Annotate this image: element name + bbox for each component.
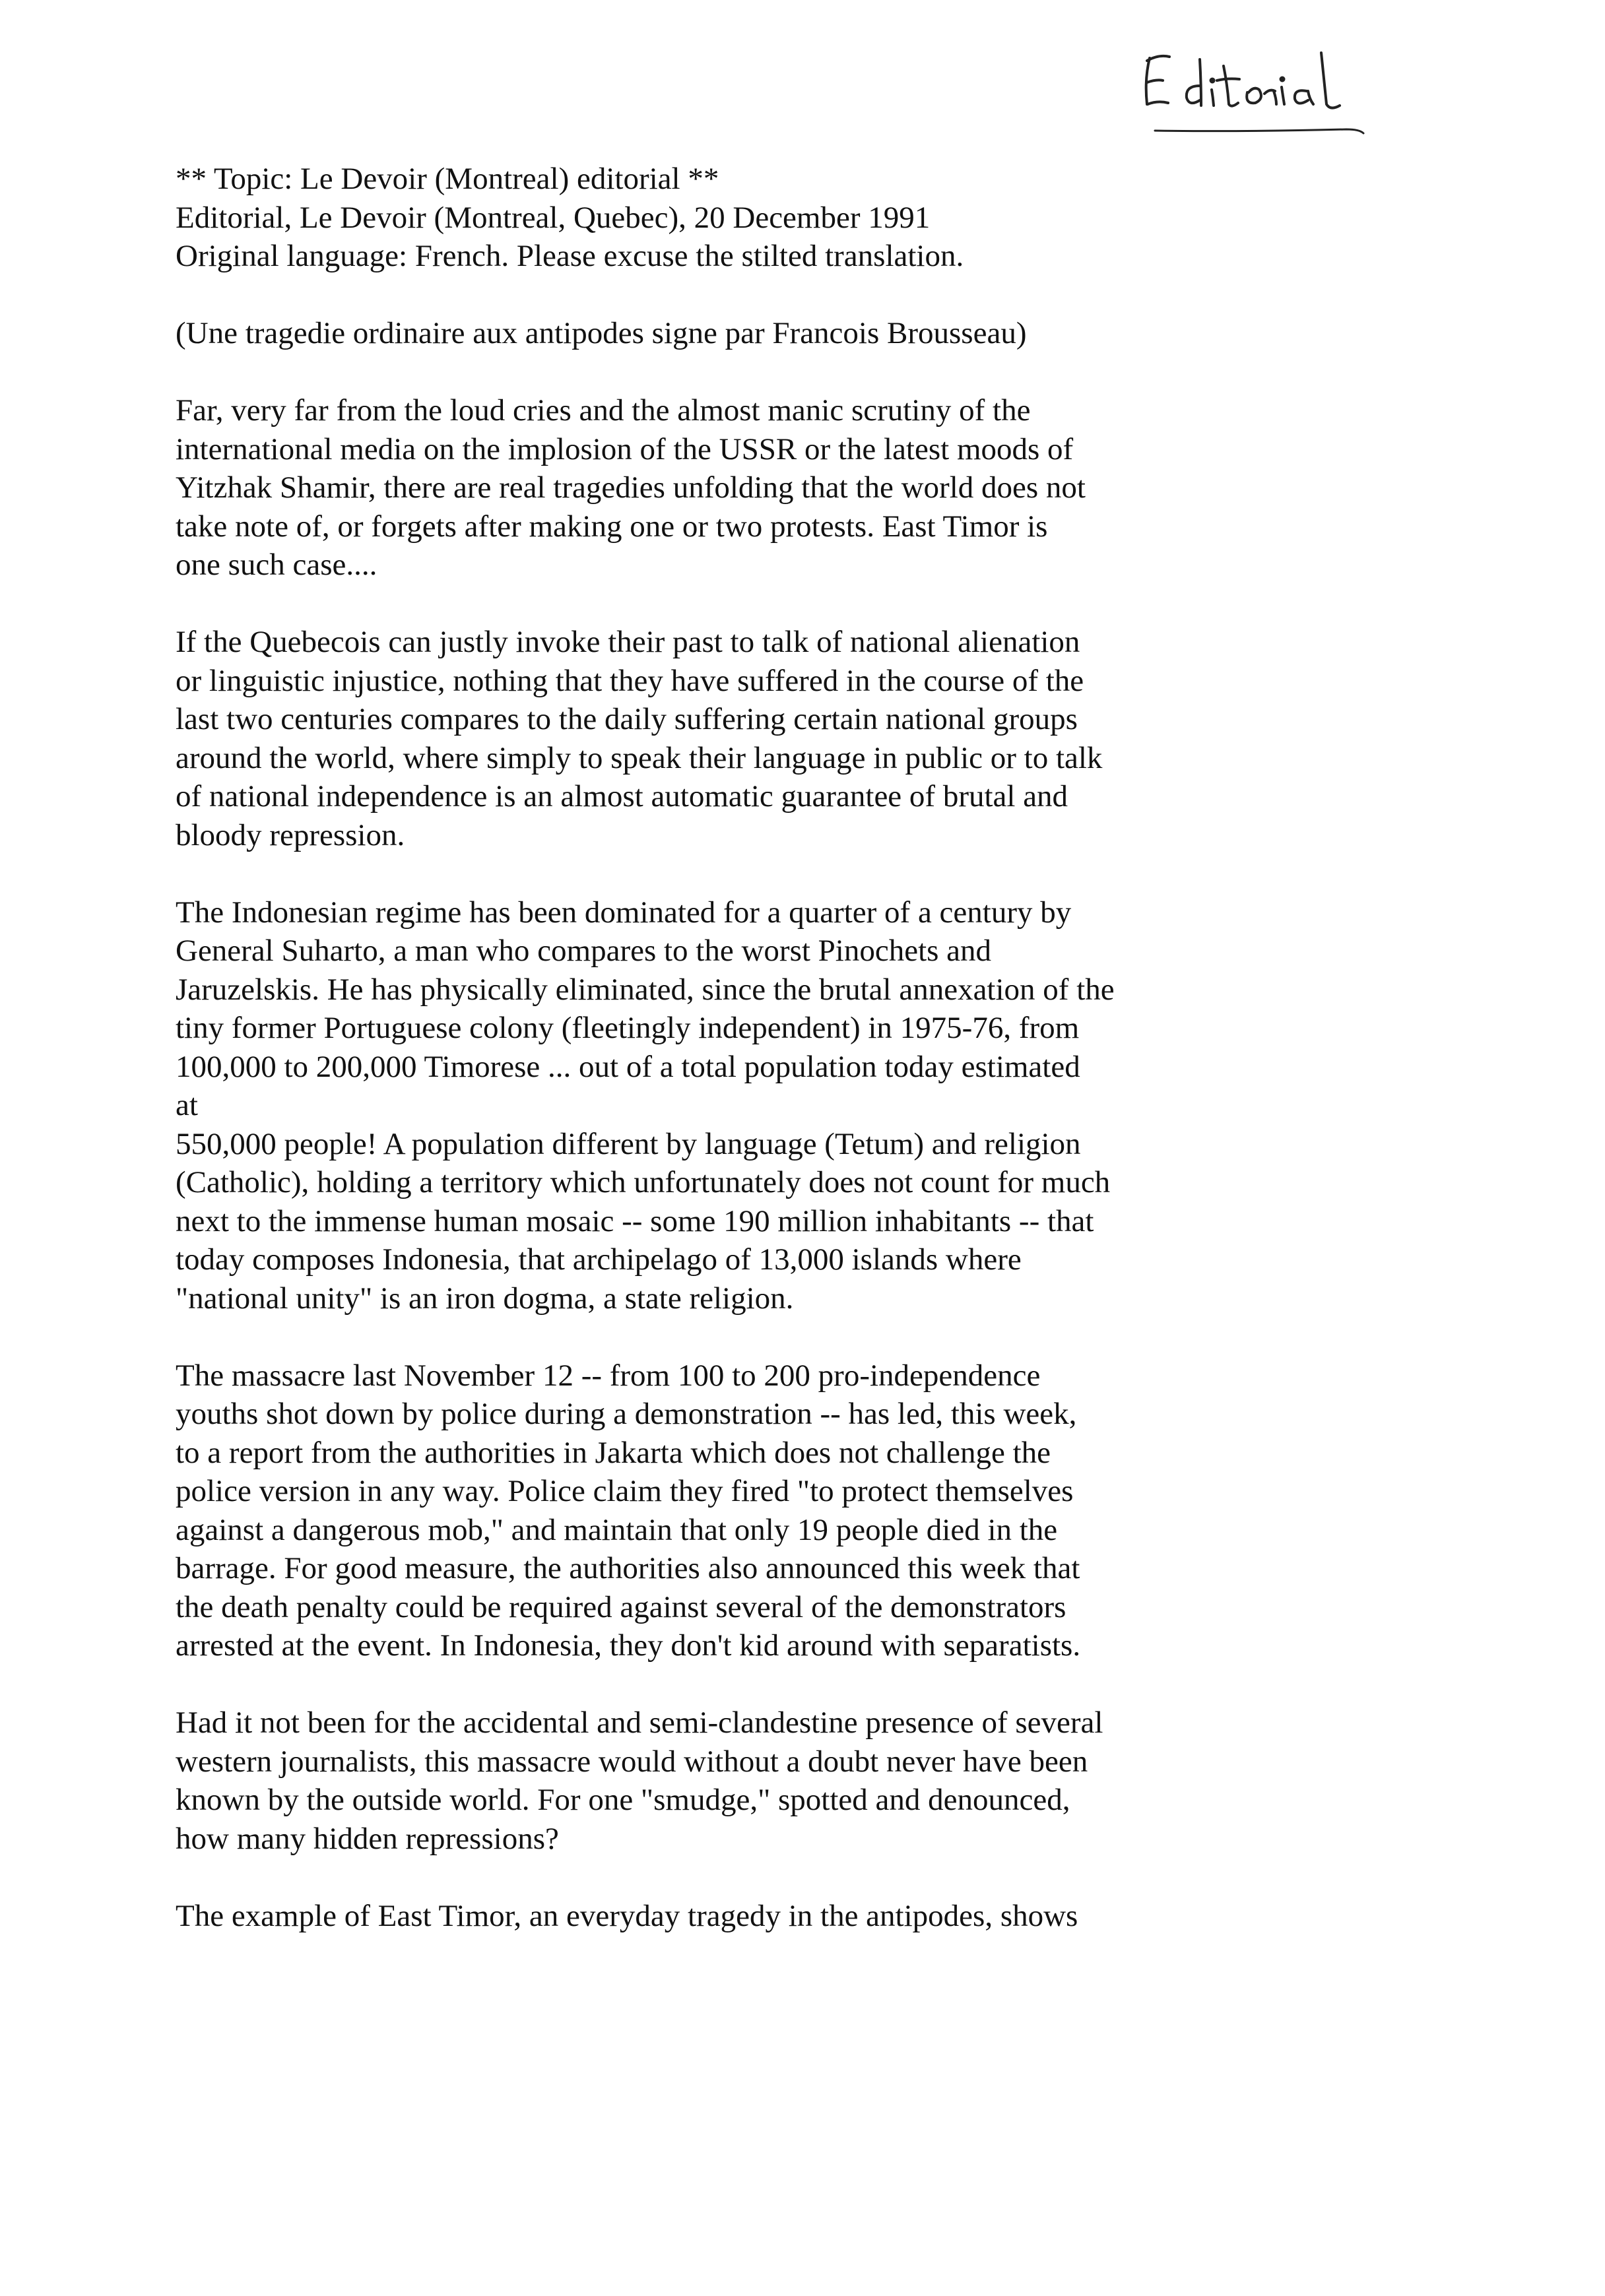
paragraph-line: bloody repression. bbox=[176, 817, 405, 852]
paragraph-line: Yitzhak Shamir, there are real tragedies unfolding that the world does not bbox=[176, 470, 1086, 505]
paragraph-5 bbox=[176, 1704, 1429, 1858]
paragraph-line: international media on the implosion of the USSR or the latest moods of bbox=[176, 431, 1074, 466]
paragraph-line: The massacre last November 12 -- from 100 to 200 pro-independence bbox=[176, 1358, 1041, 1393]
paragraph-line: youths shot down by police during a demonstration -- has led, this week, bbox=[176, 1397, 1077, 1431]
paragraph-line: police version in any way. Police claim they fired "to protect themselves bbox=[176, 1474, 1074, 1508]
paragraph-line: Far, very far from the loud cries and the almost manic scrutiny of the bbox=[176, 393, 1031, 428]
paragraph-line: one such case.... bbox=[176, 548, 377, 582]
handwriting-icon bbox=[1135, 20, 1419, 152]
paragraph-line: next to the immense human mosaic -- some 190 million inhabitants -- that bbox=[176, 1203, 1094, 1238]
header-topic-line: ** Topic: Le Devoir (Montreal) editorial ** bbox=[176, 162, 719, 196]
paragraph-2 bbox=[176, 623, 1429, 854]
paragraph-line: General Suharto, a man who compares to the worst Pinochets and bbox=[176, 934, 992, 968]
paragraph-1 bbox=[176, 391, 1429, 585]
paragraph-line: around the world, where simply to speak their language in public or to talk bbox=[176, 740, 1103, 775]
paragraph-4 bbox=[176, 1356, 1429, 1665]
paragraph-line: western journalists, this massacre would without a doubt never have been bbox=[176, 1744, 1088, 1779]
subtitle-block bbox=[176, 314, 1429, 353]
paragraph-line: how many hidden repressions? bbox=[176, 1821, 559, 1856]
paragraph-line: 550,000 people! A population different by language (Tetum) and religion bbox=[176, 1126, 1081, 1161]
paragraph-line: of national independence is an almost automatic guarantee of brutal and bbox=[176, 779, 1068, 813]
paragraph-line: If the Quebecois can justly invoke their past to talk of national alienation bbox=[176, 625, 1080, 659]
handwritten-editorial-annotation bbox=[1135, 20, 1419, 152]
article-subtitle: (Une tragedie ordinaire aux antipodes signe par Francois Brousseau) bbox=[176, 316, 1027, 350]
header-block bbox=[176, 160, 1429, 276]
paragraph-line: take note of, or forgets after making one or two protests. East Timor is bbox=[176, 509, 1048, 544]
document-text bbox=[176, 160, 1429, 1974]
paragraph-line: against a dangerous mob," and maintain that only 19 people died in the bbox=[176, 1512, 1058, 1547]
paragraph-6 bbox=[176, 1897, 1429, 1936]
paragraph-line: to a report from the authorities in Jakarta which does not challenge the bbox=[176, 1435, 1051, 1470]
header-language-line: Original language: French. Please excuse the stilted translation. bbox=[176, 239, 964, 273]
paragraph-line: The example of East Timor, an everyday tragedy in the antipodes, shows bbox=[176, 1898, 1078, 1933]
paragraph-line: 100,000 to 200,000 Timorese ... out of a total population today estimated bbox=[176, 1049, 1080, 1084]
paragraph-3 bbox=[176, 893, 1429, 1318]
paragraph-line: Jaruzelskis. He has physically eliminated, since the brutal annexation of the bbox=[176, 972, 1115, 1007]
paragraph-line: The Indonesian regime has been dominated for a quarter of a century by bbox=[176, 895, 1072, 930]
paragraph-line: today composes Indonesia, that archipelago of 13,000 islands where bbox=[176, 1242, 1022, 1277]
paragraph-line: the death penalty could be required against several of the demonstrators bbox=[176, 1589, 1066, 1624]
paragraph-line: known by the outside world. For one "smudge," spotted and denounced, bbox=[176, 1783, 1070, 1817]
paragraph-line: at bbox=[176, 1088, 198, 1122]
paragraph-line: tiny former Portuguese colony (fleetingly independent) in 1975-76, from bbox=[176, 1011, 1080, 1045]
paragraph-line: Had it not been for the accidental and semi-clandestine presence of several bbox=[176, 1706, 1103, 1740]
paragraph-line: or linguistic injustice, nothing that they have suffered in the course of the bbox=[176, 663, 1084, 698]
paragraph-line: barrage. For good measure, the authorities also announced this week that bbox=[176, 1551, 1080, 1585]
header-source-line: Editorial, Le Devoir (Montreal, Quebec), 20 December 1991 bbox=[176, 200, 931, 235]
paragraph-line: last two centuries compares to the daily suffering certain national groups bbox=[176, 702, 1078, 736]
paragraph-line: (Catholic), holding a territory which unfortunately does not count for much bbox=[176, 1165, 1111, 1199]
paragraph-line: arrested at the event. In Indonesia, they don't kid around with separatists. bbox=[176, 1628, 1081, 1663]
paragraph-line: "national unity" is an iron dogma, a state religion. bbox=[176, 1281, 794, 1316]
